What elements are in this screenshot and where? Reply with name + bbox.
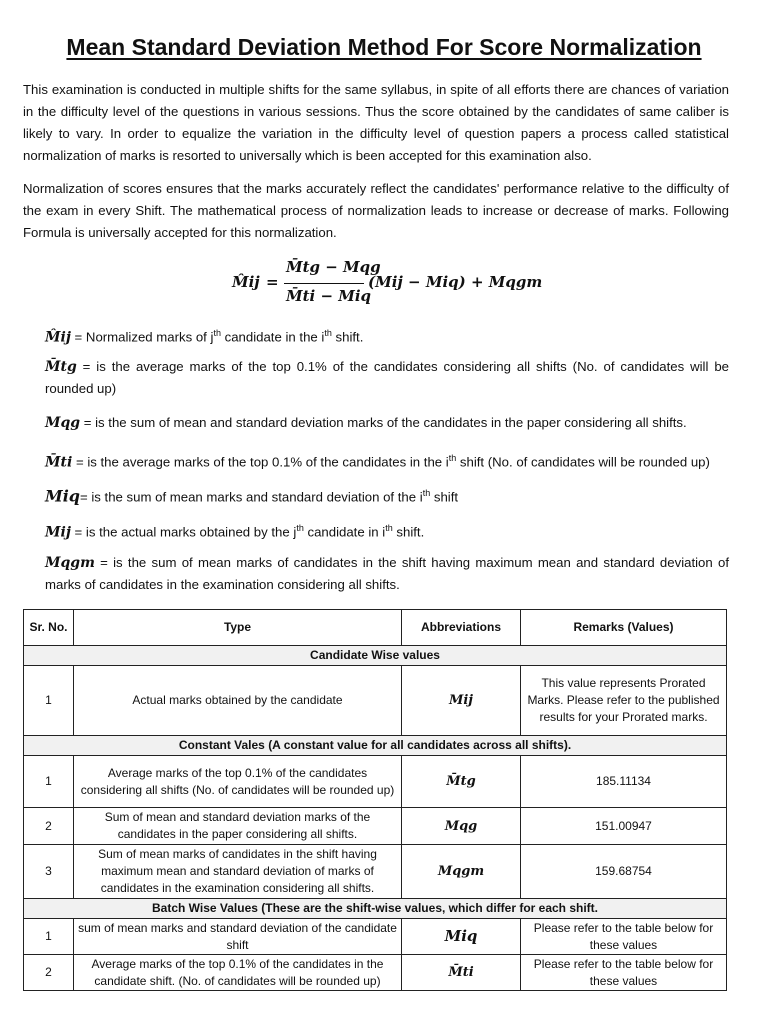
table-header-row xyxy=(24,610,727,646)
formula-equals: = xyxy=(266,273,279,291)
table-row: 2 Sum of mean and standard deviation marks of the candidates in the paper considering all shifts. Mqg 151.00947 xyxy=(24,808,727,845)
table-row: 1 sum of mean marks and standard deviation of the candidate shift Miq Please refer to the table below for these values xyxy=(24,919,727,955)
definition-top-avg-shift: M̄ti = is the average marks of the top 0.1% of the candidates in the $i^{th}$ shift (No. of candidates will be rounded up) xyxy=(45,453,710,471)
header-remarks: Remarks (Values) xyxy=(521,610,727,646)
definition-mean-sd-shift: Miq= is the sum of mean marks and standard deviation of the $i^{th}$ shift xyxy=(45,486,459,506)
symbol-m-hat-ij: M̂ij xyxy=(45,329,71,346)
page-title: Mean Standard Deviation Method For Score Normalization xyxy=(66,34,702,60)
symbol-m-bar-ti: M̄ti xyxy=(45,454,73,471)
table-row: 1 Average marks of the top 0.1% of the candidates considering all shifts (No. of candidates will be rounded up) M̄tg 185.11134 xyxy=(24,756,727,808)
header-abbreviations: Abbreviations xyxy=(402,610,521,646)
formula-rest: (Mij − Miq) + Mqgm xyxy=(368,273,543,291)
intro-paragraph: This examination is conducted in multiple shifts for the same syllabus, in spite of all efforts there are chances of variation in the difficulty level of the questions in various sessions. Thus the score obtained by the candidates of same caliber is likely to vary. In order to equalize the variation in the difficulty level of question papers a process called statistical normalization of marks is resorted to universally which is been accepted for this examination also. xyxy=(23,82,729,163)
section-row-candidate xyxy=(24,646,727,666)
definition-mean-sd-all-shifts: Mqg = is the sum of mean and standard deviation marks of the candidates in the paper considering all shifts. xyxy=(45,415,687,431)
formula-numerator: M̄tg − Mqg xyxy=(286,258,381,276)
table-row: 1 Actual marks obtained by the candidate Mij This value represents Prorated Marks. Please refer to the published results for your Prorated marks. xyxy=(24,666,727,736)
definition-normalized-marks: M̂ij = Normalized marks of $j^{th}$ candidate in the $i^{th}$ shift. xyxy=(45,328,364,346)
formula-denominator: M̄ti − Miq xyxy=(286,287,372,305)
definition-max-shift-mean: Mqgm = is the sum of mean marks of candidates in the shift having maximum mean and standard deviation of marks of candidates in the examination considering all shifts. xyxy=(45,555,729,592)
table-row: 2 Average marks of the top 0.1% of the candidates in the candidate shift. (No. of candidates will be rounded up) M̄ti Please refer to the table below for these values xyxy=(24,955,727,991)
table-row: 3 Sum of mean marks of candidates in the shift having maximum mean and standard deviation of marks of candidates in the examination considering all shifts. Mqgm 159.68754 xyxy=(24,845,727,899)
formula-lhs: M̂ij xyxy=(232,273,260,291)
header-type: Type xyxy=(74,610,402,646)
header-sr-no: Sr. No. xyxy=(24,610,74,646)
section-title-constant: Constant Vales (A constant value for all candidates across all shifts). xyxy=(24,736,727,756)
symbol-m-qg: Mqg xyxy=(45,415,81,431)
symbol-m-ij: Mij xyxy=(45,524,71,541)
values-table xyxy=(23,609,727,991)
definition-top-avg-all-shifts: M̄tg = is the average marks of the top 0.1% of the candidates considering all shifts (No. of candidates will be rounded up) xyxy=(45,359,729,396)
normalization-formula xyxy=(0,256,768,312)
symbol-m-iq: Miq xyxy=(45,486,80,506)
section-row-batch xyxy=(24,899,727,919)
fraction-bar xyxy=(284,283,364,284)
symbol-m-qgm: Mqgm xyxy=(45,555,95,571)
section-row-constant xyxy=(24,736,727,756)
normalization-paragraph: Normalization of scores ensures that the marks accurately reflect the candidates' performance relative to the difficulty of the exam in every Shift. The mathematical process of normalization leads to increase or decrease of marks. Following Formula is universally accepted for this normalization. xyxy=(23,181,729,240)
definition-actual-marks: Mij = is the actual marks obtained by the $j^{th}$ candidate in $i^{th}$ shift. xyxy=(45,523,425,541)
section-title-batch: Batch Wise Values (These are the shift-wise values, which differ for each shift. xyxy=(24,899,727,919)
symbol-m-bar-tg: M̄tg xyxy=(45,359,77,375)
section-title-candidate: Candidate Wise values xyxy=(24,646,727,666)
